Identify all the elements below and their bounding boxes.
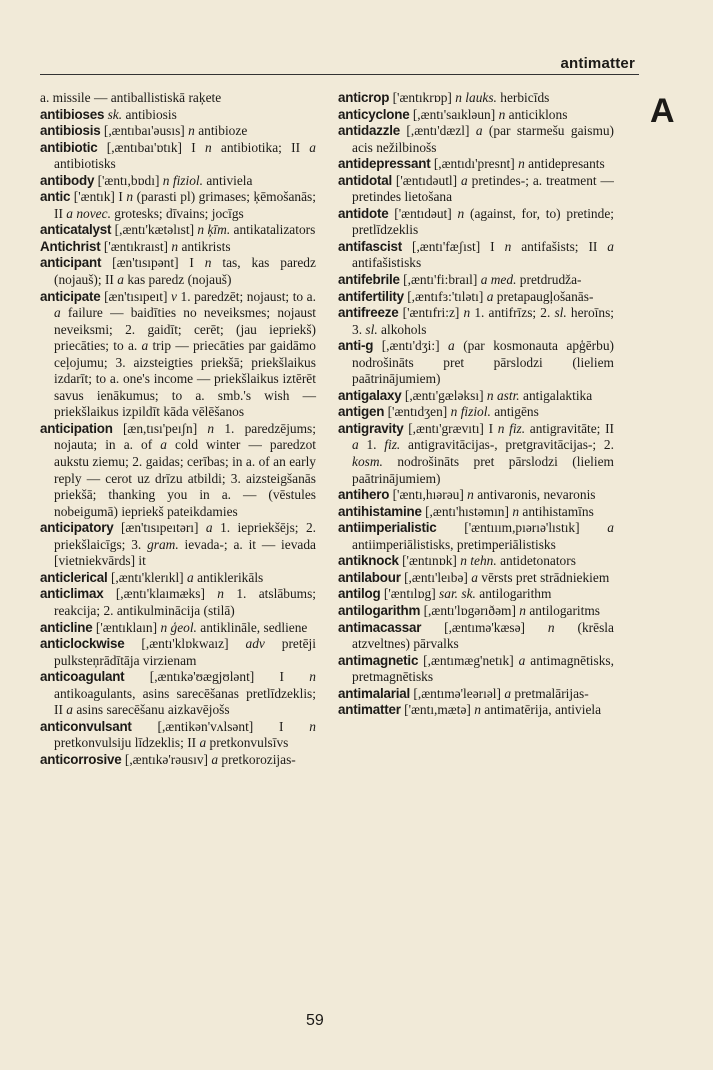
dictionary-entry: antibiotic [,æntıbaı'ɒtık] I n antibiotika; II a antibiotisks <box>40 139 316 172</box>
dictionary-entry: antibioses sk. antibiosis <box>40 106 177 122</box>
dictionary-entry: antifascist [,æntı'fæʃıst] I n antifašists; II a antifašistisks <box>338 238 614 271</box>
dictionary-entry: antigen ['æntıdʒen] n fiziol. antigēns <box>338 404 539 420</box>
dictionary-entry: antiimperialistic ['æntııım,pıərıə'lıstık] a antiimperiālistisks, pretimperiālistisks <box>338 520 614 552</box>
dictionary-entry: antidazzle [,æntı'dæzl] a (par starmešu gaismu) acis nežilbinošs <box>338 123 615 155</box>
dictionary-entry: anticonvulsant [,æntikən'vʌlsənt] I n pretkonvulsiju līdzeklis; II a pretkonvulsīvs <box>40 718 316 751</box>
dictionary-entry: antimacassar [,æntımə'kæsə] n (krēsla atzveltnes) pārvalks <box>338 619 614 652</box>
dictionary-entry: antilogarithm [,æntı'lɒgərıðəm] n antilogaritms <box>338 602 601 618</box>
dictionary-entry: antifebrile [,æntı'fi:braıl] a med. pretdrudža- <box>338 272 582 288</box>
left-column <box>40 90 316 768</box>
dictionary-entry: anticlockwise [,æntı'klɒkwaız] adv pretēji pulksteņrādītāja virzienam <box>40 636 316 668</box>
dictionary-entry: antifreeze ['æntıfri:z] n 1. antifrīzs; 2. sl. heroīns; 3. sl. alkohols <box>338 305 615 337</box>
dictionary-entry: antidote ['æntıdəut] n (against, for, to) pretinde; pretlīdzeklis <box>338 205 614 238</box>
page-number: 59 <box>306 1012 324 1029</box>
dictionary-entry: antimagnetic [,æntımæg'netık] a antimagnētisks, pretmagnētisks <box>338 652 614 685</box>
dictionary-entry: anticipant [æn'tısıpənt] I n tas, kas paredz (nojauš); II a kas paredz (nojauš) <box>40 255 316 288</box>
dictionary-entry: anti-g [,æntı'dʒi:] a (par kosmonauta apģērbu) nodrošināts pret pārslodzi (lieliem paātrinājumiem) <box>338 338 614 387</box>
dictionary-entry: anticlerical [,æntı'klerıkl] a antiklerikāls <box>40 569 264 585</box>
dictionary-entry: antihero ['æntı,hıərəu] n antivaronis, nevaronis <box>338 487 596 503</box>
right-column <box>338 90 614 719</box>
dictionary-entry: anticrop ['æntıkrɒp] n lauks. herbicīds <box>338 90 550 105</box>
dictionary-entry: antibiosis [,æntıbaı'əusıs] n antibioze <box>40 123 248 139</box>
dictionary-entry: antilabour [,æntı'leıbə] a vērsts pret strādniekiem <box>338 569 610 585</box>
dictionary-entry: antiknock ['æntınɒk] n tehn. antidetonators <box>338 553 576 569</box>
dictionary-entry: antimatter ['æntı,mætə] n antimatērija, antiviela <box>338 702 602 718</box>
dictionary-entry: anticatalyst [,æntı'kætəlıst] n ķīm. antikatalizators <box>40 222 316 238</box>
dictionary-entry: anticyclone [,æntı'saıkləun] n anticiklons <box>338 106 568 122</box>
dictionary-entry: anticoagulant [,æntıkə'ʊægjʊlənt] I n antikoagulants, asins sarecēšanas pretlīdzeklis; II a asins sarecēšanu aizkavējošs <box>40 669 316 718</box>
dictionary-entry: anticipate [æn'tısıpeıt] v 1. paredzēt; nojaust; to a. a failure — baidīties no neveiksmes; nojaust neveiksmi; 2. gaidīt; cerēt; (jau iepriekš) priecāties; to a. a trip — priecāties par gaidāmo ceļojumu; 3. aizsteigties priekšā; priekšlaikus izdarīt; to a. one's income — priekšlaikus iztērēt savus ienākumus; to a. smb.'s wish — priekšlaikus izpildīt kāda vēlēšanos <box>40 288 317 420</box>
guide-word: antimatter <box>560 55 635 72</box>
dictionary-entry: antigravity [,æntı'grævıtı] I n fiz. antigravitāte; II a 1. fiz. antigravitācijas-, pretgravitācijas-; 2. kosm. nodrošināts pret pārslodzi (lieliem paātrinājumiem) <box>338 420 615 486</box>
dictionary-entry: antibody ['æntı,bɒdı] n fiziol. antiviela <box>40 172 253 188</box>
dictionary-entry: antigalaxy [,æntı'gæləksı] n astr. antigalaktika <box>338 387 593 403</box>
thumb-index-letter: A <box>650 92 675 130</box>
dictionary-entry: antimalarial [,æntımə'leərıəl] a pretmalārijas- <box>338 685 589 701</box>
dictionary-entry: Antichrist ['æntıkraıst] n antikrists <box>40 238 231 254</box>
dictionary-entry: anticipation [æn,tısı'peıʃn] n 1. paredzējums; nojauta; in a. of a cold winter — paredzot aukstu ziemu; 2. gaidas; cerības; in a. of an early reply — cerot uz drīzu atbildi; 3. aizsteigšanās priekšā; thanking you in a. — (vēstules nobeigumā) iepriekš pateikdamies <box>40 420 316 519</box>
dictionary-entry: anticorrosive [,æntıkə'rəusıv] a pretkorozijas- <box>40 751 296 767</box>
dictionary-entry: a. missile — antiballistiskā raķete <box>40 90 222 105</box>
dictionary-entry: antidepressant [,æntıdı'presnt] n antidepresants <box>338 156 605 172</box>
dictionary-entry: antihistamine [,æntı'hıstəmın] n antihistamīns <box>338 503 594 519</box>
dictionary-entry: antidotal ['æntıdəutl] a pretindes-; a. treatment — pretindes lietošana <box>338 172 614 205</box>
dictionary-entry: antic ['æntık] I n (parasti pl) grimases; ķēmošanās; II a novec. grotesks; dīvains; jocīgs <box>40 189 316 221</box>
dictionary-entry: anticipatory [æn'tısıpeıtərı] a 1. iepriekšējs; 2. priekšlaicīgs; 3. gram. ievada-; a. it — ievada [vietniekvārds] it <box>40 520 317 569</box>
dictionary-entry: anticlimax [,æntı'klaımæks] n 1. atslābums; reakcija; 2. antikulminācija (stilā) <box>40 586 316 618</box>
dictionary-entry: antifertility [,æntıfɜ:'tılətı] a pretapaugļošanās- <box>338 288 594 304</box>
header-rule <box>40 74 639 75</box>
dictionary-entry: anticline ['æntıklaın] n ģeol. antiklināle, sedliene <box>40 619 308 635</box>
dictionary-entry: antilog ['æntılɒg] sar. sk. antilogarithm <box>338 586 552 602</box>
